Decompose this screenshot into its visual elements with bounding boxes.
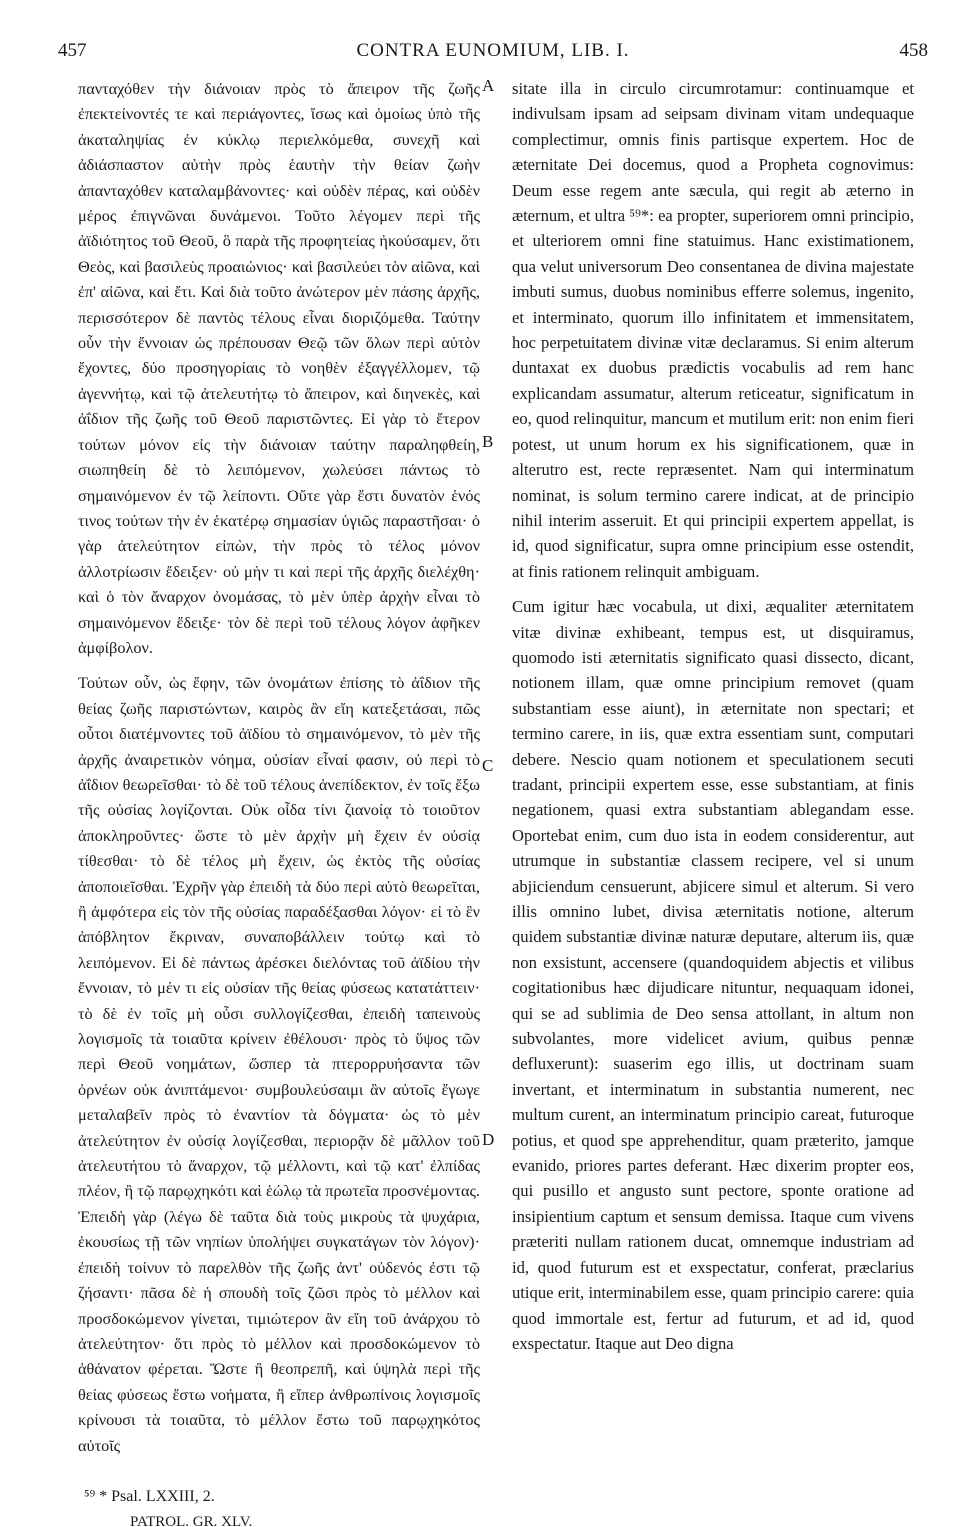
latin-column [512, 76, 914, 1356]
greek-column [78, 76, 480, 1458]
latin-paragraph-2: Cum igitur hæc vocabula, ut dixi, æqualiter æternitatem vitæ divinæ exhibeant, tempus est, ut disquiramus, quomodo isti æternitatis significato quasi dissecto, dicant, notionem illam, quæ omne principium removet (quam substantiam esse aiunt), in æternitate non spectari; et termino carere, in iis, quæ extra essentiam sunt, computari debere. Nescio quam notionem et speculationem secuti tradant, principii expertem esse, esse substantiam, at finis negationem, quasi extra substantiam ablegandam esse. Oportebat enim, cum duo ista in eodem considerentur, aut utrumque in substantiæ classem recipere, vel si unum abjiciendum censuerunt, abjicere simul et alterum. Si vero illis omnino lubet, divisa æternitatis notione, alterum quidem substantiæ divinæ naturæ deputare, alterum iis, quæ non exsistunt, accensere (quandoquidem abjectis et vilibus cogitationibus hæc dijudicare nituntur, nequaquam idonei, qui se ad sublimia de Deo sensa attollant, in altum non subvolantes, more videlicet avium, quibus pennæ defluxerunt): suaserim ego illis, ut doctrinam suam invertant, et interminatum in substantia numerent, nec multum curent, an interminatum principio careat, futuroque potius, et quod spe apprehenditur, quam præterito, jamque evanido, priores partes deferant. Hæc dixerim propter eos, qui pusillo et angusto sunt pectore, sponte oratione ad insipientium captum et sensum demissa. Itaque cum vivens præteriti nullam rationem ducat, omnemque industriam ad id, quod futurum est et exspectatur, conferat, præclarius utique erit, interminabilem esse, quam principio carere: quia quod immortale est, fertur ad futurum, et ad id, quod exspectatur. Itaque aut Deo digna [512, 597, 914, 1353]
page-number-right: 458 [899, 40, 928, 61]
margin-letter-d: D [482, 1130, 495, 1149]
signature-line: PATROL. GR. XLV. [130, 1514, 253, 1526]
margin-letter-a: A [482, 76, 495, 95]
margin-letter-c: C [482, 756, 494, 775]
latin-paragraph-1: sitate illa in circulo circumrotamur: continuamque et indivulsam ipsam ad seipsam divinam vitam undequaque complectimur, omnis finis partisque expertem. Hoc de æternitate Dei docemus, quod a Propheta cognovimus: Deum esse regem ante sæcula, qui regit ab æterno in æternum, et ultra ⁵⁹*: ea propter, superiorem omni principio, et ulteriorem omni fine statuimus. Hanc existimationem, qua velut universorum Deo consentanea de divina majestate imbuti sumus, duobus nominibus efferre solemus, ingenito, et interminato, quorum illo infinitatem et immensitatem, hoc perpetuitatem divinæ vitæ declaramus. Si enim alterum duntaxat ex duobus prædictis vocabulis ad rem hanc explicandam assumatur, alterum reticeatur, significatum in eo, quod relinquitur, mancum et mutilum erit: non enim fieri potest, ut unum horum ex his significationem, quæ in alterutro est, recte repræsentet. Nam qui interminatum nominat, is solum termino carere indicat, at de principio nihil interim asseruit. Et qui principii expertem appellat, is id, quod significatur, supra omne principium esse ostendit, at finis rationem relinquit ambiguam. [512, 79, 914, 581]
page-header [58, 40, 928, 66]
greek-paragraph-1: πανταχόθεν τὴν διάνοιαν πρὸς τὸ ἄπειρον τῆς ζωῆς ἐπεκτείνοντές τε καὶ περιάγοντες, ἴσως καὶ ὁμοίως ὑπὸ τῆς ἀκαταληψίας ἐν κύκλῳ περιελκόμεθα, συνεχῆ καὶ ἀδιάσπαστον αὐτὴν πρὸς ἑαυτὴν τὴν θείαν ζωὴν ἀπανταχόθεν καταλαμβάνοντες· καὶ οὐδὲν πέρας, καὶ οὐδὲν μέρος ἐπιγνῶναι δυνάμενοι. Τοῦτο λέγομεν περὶ τῆς ἀϊδιότητος τοῦ Θεοῦ, ὃ παρὰ τῆς προφητείας ἠκούσαμεν, ὅτι Θεὸς, καὶ βασιλεὺς προαιώνιος· καὶ βασιλεύει τὸν αἰῶνα, καὶ ἐπ' αἰῶνα, καὶ ἔτι. Καὶ διὰ τοῦτο ἀνώτερον μὲν πάσης ἀρχῆς, περισσότερον δὲ παντὸς τέλους εἶναι διοριζόμεθα. Ταύτην οὖν τὴν ἔννοιαν ὡς πρέπουσαν Θεῷ τῶν ὅλων περὶ αὐτὸν ἔχοντες, δύο προσηγορίαις τὸ νοηθὲν ἐξαγγέλλομεν, τῷ ἀγεννήτῳ, καὶ τῷ ἀτελευτήτῳ τὸ ἄπειρον, καὶ διηνεκὲς, καὶ ἀΐδιον τῆς ζωῆς τοῦ Θεοῦ παριστῶντες. Εἰ γὰρ τὸ ἕτερον τούτων μόνον εἰς τὴν διάνοιαν ταύτην παραληφθείη, σιωπηθείη δὲ τὸ λειπόμενον, χωλεύσει πάντως τὸ σημαινόμενον ἐν τῷ λείποντι. Οὔτε γὰρ ἔστι δυνατὸν ἑνός τινος τούτων τὴν ἐν ἑκατέρῳ σημασίαν ὑγιῶς παραστῆσαι· ὁ γὰρ ἀτελεύτητον εἰπὼν, τὴν πρὸς τὸ τέλος μόνον ἀλλοτρίωσιν ἔδειξεν· οὐ μὴν τι καὶ περὶ τῆς ἀρχῆς διελέχθη· καὶ ὁ τὸν ἄναρχον ὀνομάσας, τὸ μὲν ὑπὲρ ἀρχὴν εἶναι τὸ σημαινόμενον ἔδειξε· τὸν δὲ περὶ τοῦ τέλους λόγον ἀφῆκεν ἀμφίβολον. [78, 79, 480, 657]
page-number-left: 457 [58, 40, 87, 61]
running-title: CONTRA EUNOMIUM, LIB. I. [356, 40, 630, 61]
greek-paragraph-2: Τούτων οὖν, ὡς ἔφην, τῶν ὀνομάτων ἐπίσης τὸ ἀΐδιον τῆς θείας ζωῆς παριστώντων, καιρὸς ἂν εἴη κατεξετάσαι, πῶς οὗτοι διατέμνοντες τοῦ ἀϊδίου τὸ σημαινόμενον, τὸ μὲν τῆς ἀρχῆς ἀναιρετικὸν νόημα, οὐσίαν εἶναί φασιν, οὐ περὶ τὸ ἀΐδιον θεωρεῖσθαι· τὸ δὲ τοῦ τέλους ἀνεπίδεκτον, ἐν τοῖς ἔξω τῆς οὐσίας λογίζονται. Οὐκ οἶδα τίνι ζιανοίᾳ τὸ τοιοῦτον ἀποκληροῦντες· ὥστε τὸ μὲν ἀρχὴν μὴ ἔχειν ἐν οὐσίᾳ τίθεσθαι· τὸ δὲ τέλος μὴ ἔχειν, ὡς ἐκτὸς τῆς οὐσίας ἀποποιεῖσθαι. Ἐχρῆν γὰρ ἐπειδὴ τὰ δύο περὶ αὐτὸ θεωρεῖται, ἢ ἀμφότερα εἰς τὸν τῆς οὐσίας παραδέξασθαι λόγον· εἰ τὸ ἓν ἀπόβλητον ἔκριναν, συναποβάλλειν τούτῳ καὶ τὸ λειπόμενον. Εἰ δὲ πάντως ἀρέσκει διελόντας τοῦ ἀϊδίου τὴν ἔννοιαν, τὸ μέν τι εἰς οὐσίαν τῆς θείας φύσεως κατατάττειν· τὸ δὲ ἐν τοῖς μὴ οὖσι συλλογίζεσθαι, ἐπειδὴ ταπεινοὺς λογισμοῖς τὰ τοιαῦτα κρίνειν ἐθέλουσι· πρὸς τὸ ὕψος τῶν περὶ Θεοῦ νοημάτων, ὥσπερ τὰ πτερορρυήσαντα τῶν ὀρνέων οὐκ ἀνιπτάμενοι· συμβουλεύσαιμι ἂν αὐτοῖς ἔγωγε μεταλαβεῖν πρὸς τὸ ἐναντίον τὰ δόγματα· ὡς τὸ μὲν ἀτελεύτητον ἐν οὐσίᾳ λογίζεσθαι, περιορᾷν δὲ μᾶλλον τοῦ ἀτελευτήτου τὸ ἄναρχον, τῷ μέλλοντι, καὶ τῷ κατ' ἐλπίδας πλέον, ἢ τῷ παρῳχηκότι καὶ ἑώλῳ τὰ πρωτεῖα προσνέμοντας. Ἐπειδὴ γὰρ (λέγω δὲ ταῦτα διὰ τοὺς μικροὺς τὰ ψυχάρια, ἑκουσίως τῇ τῶν νηπίων ὑπολήψει συγκατάγων τὸν λόγον)· ἐπειδὴ τοίνυν τὸ παρελθὸν τῆς ζωῆς ἀντ' οὐδενός ἐστι τῷ ζήσαντι· πᾶσα δὲ ἡ σπουδὴ τοῖς ζῶσι πρὸς τὸ μέλλον καὶ προσδοκώμενον γίνεται, τιμιώτερον ἂν εἴη τοῦ ἀνάρχου τὸ ἀτελεύτητον· ὅτι πρὸς τὸ μέλλον καὶ προσδοκώμενον τὸ ἀθάνατον φέρεται. Ὥστε ἢ θεοπρεπῆ, καὶ ὑψηλὰ περὶ τῆς θείας φύσεως ἔστω νοήματα, ἢ εἴπερ ἀνθρωπίνοις λογισμοῖς κρίνουσι τὰ τοιαῦτα, τὸ μέλλον ἔστω τοῦ παρῳχηκότος αὐτοῖς [78, 673, 480, 1455]
margin-letter-b: B [482, 432, 494, 451]
footnote: ⁵⁹ * Psal. LXXIII, 2. [84, 1488, 215, 1505]
